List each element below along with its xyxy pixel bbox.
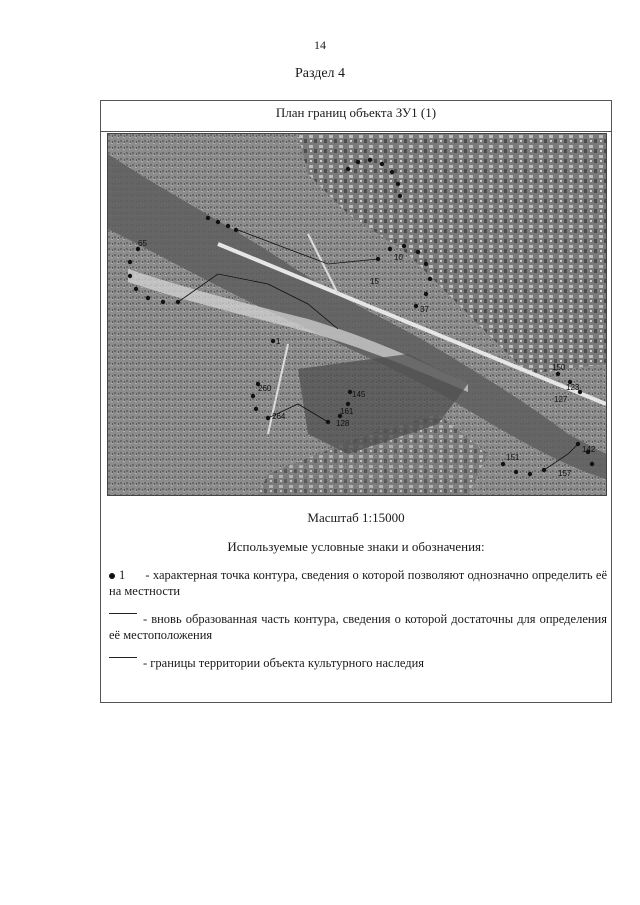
point-label: 127 xyxy=(554,395,568,404)
legend-item-new-contour xyxy=(109,611,607,643)
point-label: 15 xyxy=(370,277,379,286)
section-title: Раздел 4 xyxy=(294,66,346,81)
point-label: 10 xyxy=(394,253,403,262)
aerial-map xyxy=(107,133,607,496)
point-marker-icon xyxy=(109,573,115,579)
page-number: 14 xyxy=(314,38,326,52)
point-label: 145 xyxy=(352,390,366,399)
point-label: 37 xyxy=(420,305,429,314)
plan-title: План границ объекта ЗУ1 (1) xyxy=(101,101,611,132)
line-symbol-icon xyxy=(109,613,137,614)
legend-item-boundary xyxy=(109,655,607,671)
legend-point-number: 1 xyxy=(119,568,126,582)
point-label: 260 xyxy=(258,384,272,393)
legend-item-point xyxy=(109,567,607,599)
point-label: 128 xyxy=(336,419,350,428)
plan-frame xyxy=(100,100,612,703)
point-label: 142 xyxy=(582,445,596,454)
map-scale: Масштаб 1:15000 xyxy=(307,510,405,525)
legend-new-contour-text: - вновь образованная часть контура, сведения о которой достаточны для определения её местоположения xyxy=(109,612,607,642)
line-symbol-icon xyxy=(109,657,137,658)
point-label: 151 xyxy=(506,453,520,462)
point-label: 65 xyxy=(138,239,147,248)
point-label: 150 xyxy=(552,363,566,372)
point-label: 161 xyxy=(340,407,354,416)
point-label: 157 xyxy=(558,469,572,478)
legend-point-text: - характерная точка контура, сведения о которой позволяют однозначно определить её на местности xyxy=(109,568,607,598)
legend-title: Используемые условные знаки и обозначения: xyxy=(227,539,485,554)
point-label: 1 xyxy=(276,337,281,346)
point-label: 123 xyxy=(566,383,580,392)
legend-boundary-text: - границы территории объекта культурного наследия xyxy=(143,656,425,670)
point-label: 264 xyxy=(272,412,286,421)
